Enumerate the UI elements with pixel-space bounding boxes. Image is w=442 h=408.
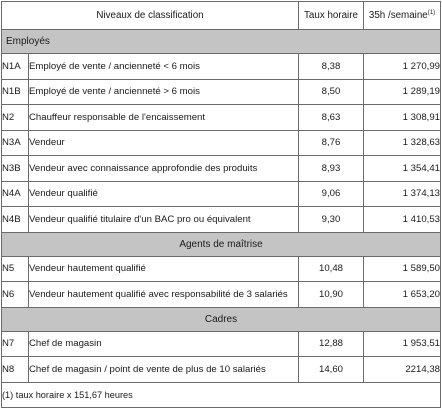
monthly-amount: 1 953,51 [364,331,441,357]
level-code: N8 [2,357,29,383]
monthly-amount: 1 589,50 [364,256,441,282]
hourly-rate: 12,88 [299,331,364,357]
section-title: Cadres [2,307,441,331]
level-code: N3A [2,130,29,156]
header-hourly-rate: Taux horaire [299,2,364,30]
table-row [2,181,441,207]
section-row-cadres [2,307,441,331]
monthly-amount: 1 653,20 [364,282,441,308]
level-label: Vendeur avec connaissance approfondie des produits [29,156,299,182]
monthly-amount: 2214,38 [364,357,441,383]
level-label: Vendeur hautement qualifié avec responsabilité de 3 salariés [29,282,299,308]
level-code: N4B [2,207,29,233]
header-monthly [364,2,441,30]
level-code: N6 [2,282,29,308]
section-title: Agents de maîtrise [2,232,441,256]
section-row-agents-de-maitrise [2,232,441,256]
header-monthly-label: 35h /semaine [368,10,428,21]
monthly-amount: 1 328,63 [364,130,441,156]
level-label: Vendeur [29,130,299,156]
monthly-amount: 1 410,53 [364,207,441,233]
table-row [2,79,441,105]
level-label: Employé de vente / ancienneté < 6 mois [29,54,299,80]
table-row [2,331,441,357]
hourly-rate: 8,76 [299,130,364,156]
table-row [2,357,441,383]
header-monthly-note-ref: (1) [427,10,436,16]
table-row [2,130,441,156]
hourly-rate: 8,93 [299,156,364,182]
footnote: (1) taux horaire x 151,67 heures [2,382,441,407]
hourly-rate: 14,60 [299,357,364,383]
level-code: N2 [2,105,29,131]
level-label: Chef de magasin / point de vente de plus de 10 salariés [29,357,299,383]
level-code: N3B [2,156,29,182]
table-row [2,282,441,308]
level-code: N5 [2,256,29,282]
hourly-rate: 8,38 [299,54,364,80]
header-levels: Niveaux de classification [2,2,299,30]
table-row [2,256,441,282]
footnote-row [2,382,441,407]
hourly-rate: 8,63 [299,105,364,131]
hourly-rate: 10,48 [299,256,364,282]
hourly-rate: 8,50 [299,79,364,105]
table-row [2,54,441,80]
section-title: Employés [2,30,441,54]
level-label: Vendeur hautement qualifié [29,256,299,282]
level-label: Chef de magasin [29,331,299,357]
monthly-amount: 1 354,41 [364,156,441,182]
table-header-row [2,2,441,30]
level-code: N4A [2,181,29,207]
level-label: Employé de vente / ancienneté > 6 mois [29,79,299,105]
monthly-amount: 1 308,91 [364,105,441,131]
section-row-employes [2,30,441,54]
level-label: Vendeur qualifié titulaire d'un BAC pro ou équivalent [29,207,299,233]
level-code: N1A [2,54,29,80]
table-row [2,207,441,233]
classification-table [1,1,441,408]
monthly-amount: 1 270,99 [364,54,441,80]
monthly-amount: 1 374,13 [364,181,441,207]
level-code: N7 [2,331,29,357]
level-code: N1B [2,79,29,105]
table-row [2,156,441,182]
hourly-rate: 9,06 [299,181,364,207]
table-row [2,105,441,131]
level-label: Vendeur qualifié [29,181,299,207]
hourly-rate: 9,30 [299,207,364,233]
level-label: Chauffeur responsable de l'encaissement [29,105,299,131]
monthly-amount: 1 289,19 [364,79,441,105]
hourly-rate: 10,90 [299,282,364,308]
